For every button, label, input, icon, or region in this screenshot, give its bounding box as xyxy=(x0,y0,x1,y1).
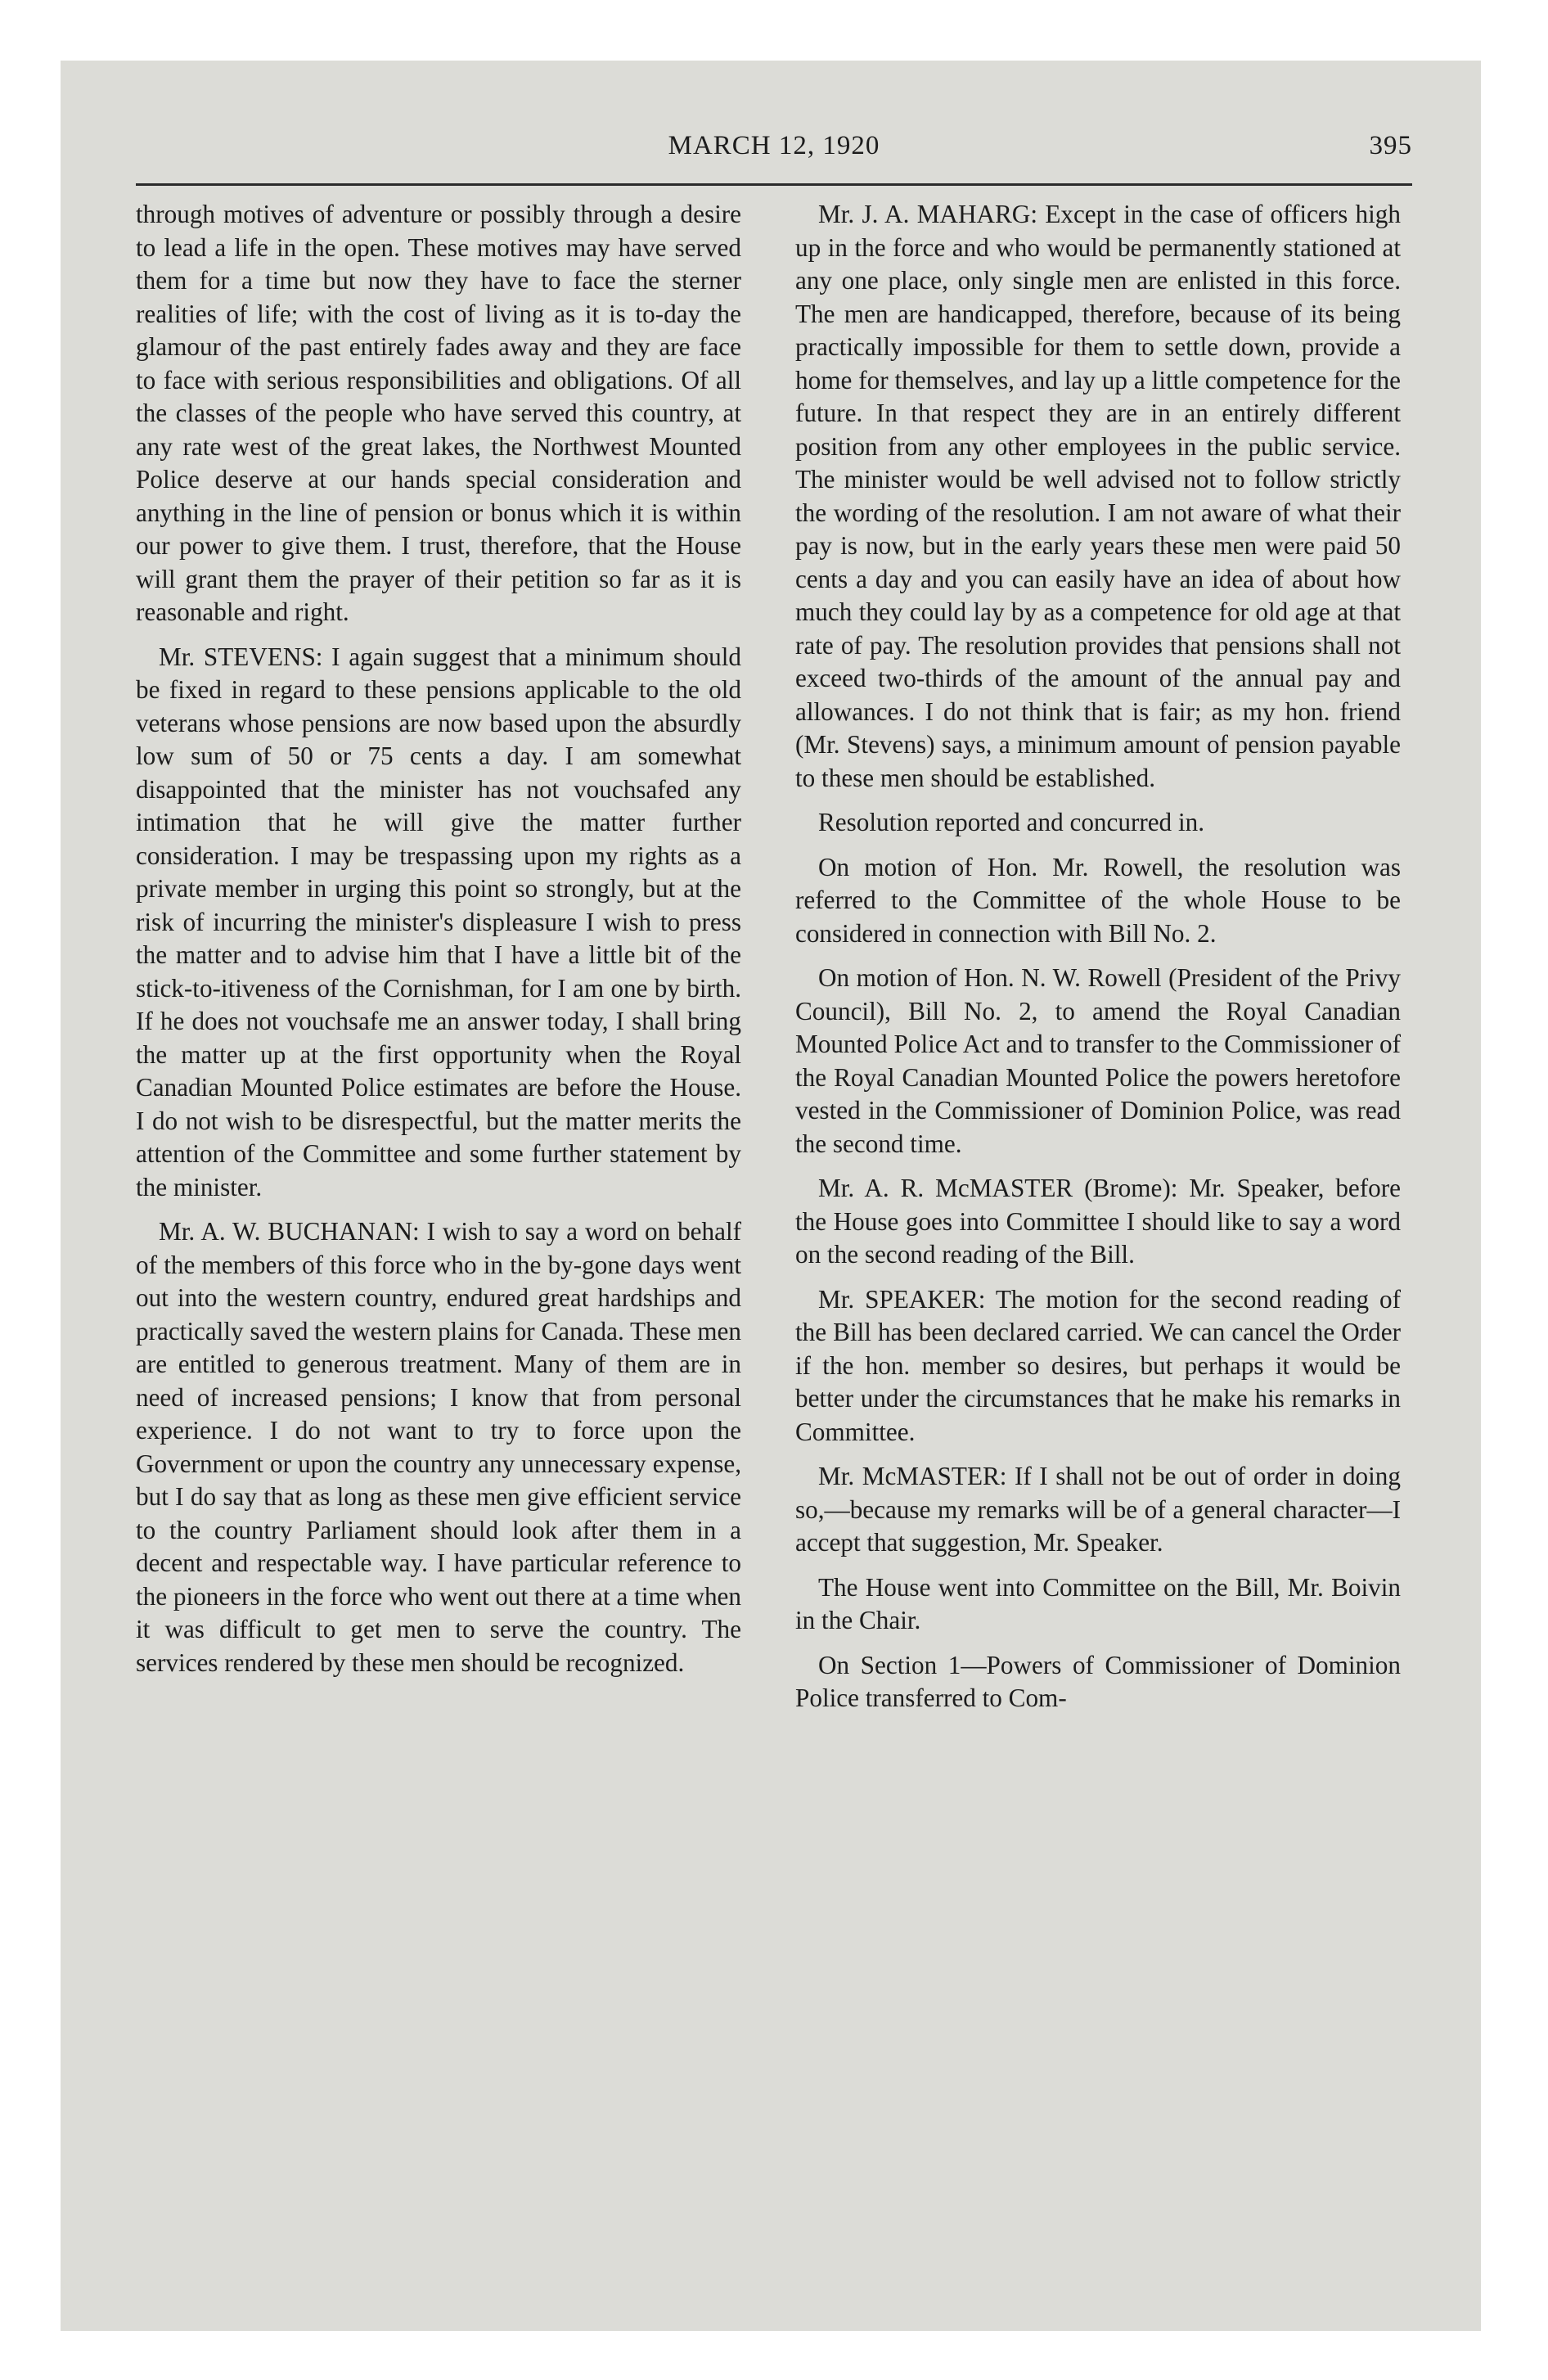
paragraph: Resolution reported and concurred in. xyxy=(818,808,1205,836)
paragraph: On motion of Hon. N. W. Rowell (President of the Privy Council), Bill No. 2, to amend the Royal Canadian Mounted Police Act and to transfer to the Commissioner of the Royal Canadian Mounted Police the powers heretofore vested in the Commissioner of Dominion Police, was read the second time. xyxy=(795,963,1401,1158)
right-column xyxy=(795,198,1401,1715)
document-page xyxy=(136,126,1412,2221)
paragraph: Mr. A. R. McMASTER (Brome): Mr. Speaker, before the House goes into Committee I should like to say a word on the second reading of the Bill. xyxy=(795,1174,1401,1269)
running-head xyxy=(136,126,1412,167)
paragraph: Mr. STEVENS: I again suggest that a minimum should be fixed in regard to these pensions applicable to the old veterans whose pensions are now based upon the absurdly low sum of 50 or 75 cents a day. I am somewhat disappointed that the minister has not vouchsafed any intimation that he will give the matter further consideration. I may be trespassing upon my rights as a private member in urging this point so strongly, but at the risk of incurring the minister's displeasure I wish to press the matter and to advise him that I have a little bit of the stick-to-itiveness of the Cornishman, for I am one by birth. If he does not vouchsafe me an answer today, I shall bring the matter up at the first opportunity when the Royal Canadian Mounted Police estimates are before the House. I do not wish to be disrespectful, but the matter merits the attention of the Committee and some further statement by the minister. xyxy=(136,642,741,1201)
paragraph: through motives of adventure or possibly through a desire to lead a life in the open. These motives may have served them for a time but now they have to face the sterner realities of life; with the cost of living as it is to-day the glamour of the past entirely fades away and they are face to face with serious responsibilities and obligations. Of all the classes of the people who have served this country, at any rate west of the great lakes, the Northwest Mounted Police deserve at our hands special consideration and anything in the line of pension or bonus which it is within our power to give them. I trust, therefore, that the House will grant them the prayer of their petition so far as it is reasonable and right. xyxy=(136,200,741,626)
paragraph: On Section 1—Powers of Commissioner of Dominion Police transferred to Com- xyxy=(795,1650,1401,1712)
paragraph: The House went into Committee on the Bill, Mr. Boivin in the Chair. xyxy=(795,1572,1401,1634)
paragraph: Mr. McMASTER: If I shall not be out of order in doing so,—because my remarks will be of a general character—I accept that suggestion, Mr. Speaker. xyxy=(795,1462,1401,1557)
paragraph: Mr. A. W. BUCHANAN: I wish to say a word on behalf of the members of this force who in the by-gone days went out into the western country, endured great hardships and practically saved the western plains for Canada. These men are entitled to generous treatment. Many of them are in need of increased pensions; I know that from personal experience. I do not want to try to force upon the Government or upon the country any unnecessary expense, but I do say that as long as these men give efficient service to the country Parliament should look after them in a decent and respectable way. I have particular reference to the pioneers in the force who went out there at a time when it was difficult to get men to serve the country. The services rendered by these men should be recognized. xyxy=(136,1217,741,1677)
page-scan xyxy=(61,61,1481,2331)
paragraph: Mr. J. A. MAHARG: Except in the case of officers high up in the force and who would be permanently stationed at any one place, only single men are enlisted in this force. The men are handicapped, therefore, because of its being practically impossible for them to settle down, provide a home for themselves, and lay up a little competence for the future. In that respect they are in an entirely different position from any other employees in the public service. The minister would be well advised not to follow strictly the wording of the resolution. I am not aware of what their pay is now, but in the early years these men were paid 50 cents a day and you can easily have an idea of about how much they could lay by as a competence for old age at that rate of pay. The resolution provides that pensions shall not exceed two-thirds of the amount of the annual pay and allowances. I do not think that is fair; as my hon. friend (Mr. Stevens) says, a minimum amount of pension payable to these men should be established. xyxy=(795,200,1401,792)
left-column xyxy=(136,198,741,1679)
page-date: MARCH 12, 1920 xyxy=(668,131,880,160)
paragraph: On motion of Hon. Mr. Rowell, the resolution was referred to the Committee of the whole House to be considered in connection with Bill No. 2. xyxy=(795,852,1401,948)
paragraph: Mr. SPEAKER: The motion for the second reading of the Bill has been declared carried. We can cancel the Order if the hon. member so desires, but perhaps it would be better under the circumstances that he make his remarks in Committee. xyxy=(795,1284,1401,1446)
page-number: 395 xyxy=(1369,131,1412,160)
header-rule xyxy=(136,183,1412,186)
